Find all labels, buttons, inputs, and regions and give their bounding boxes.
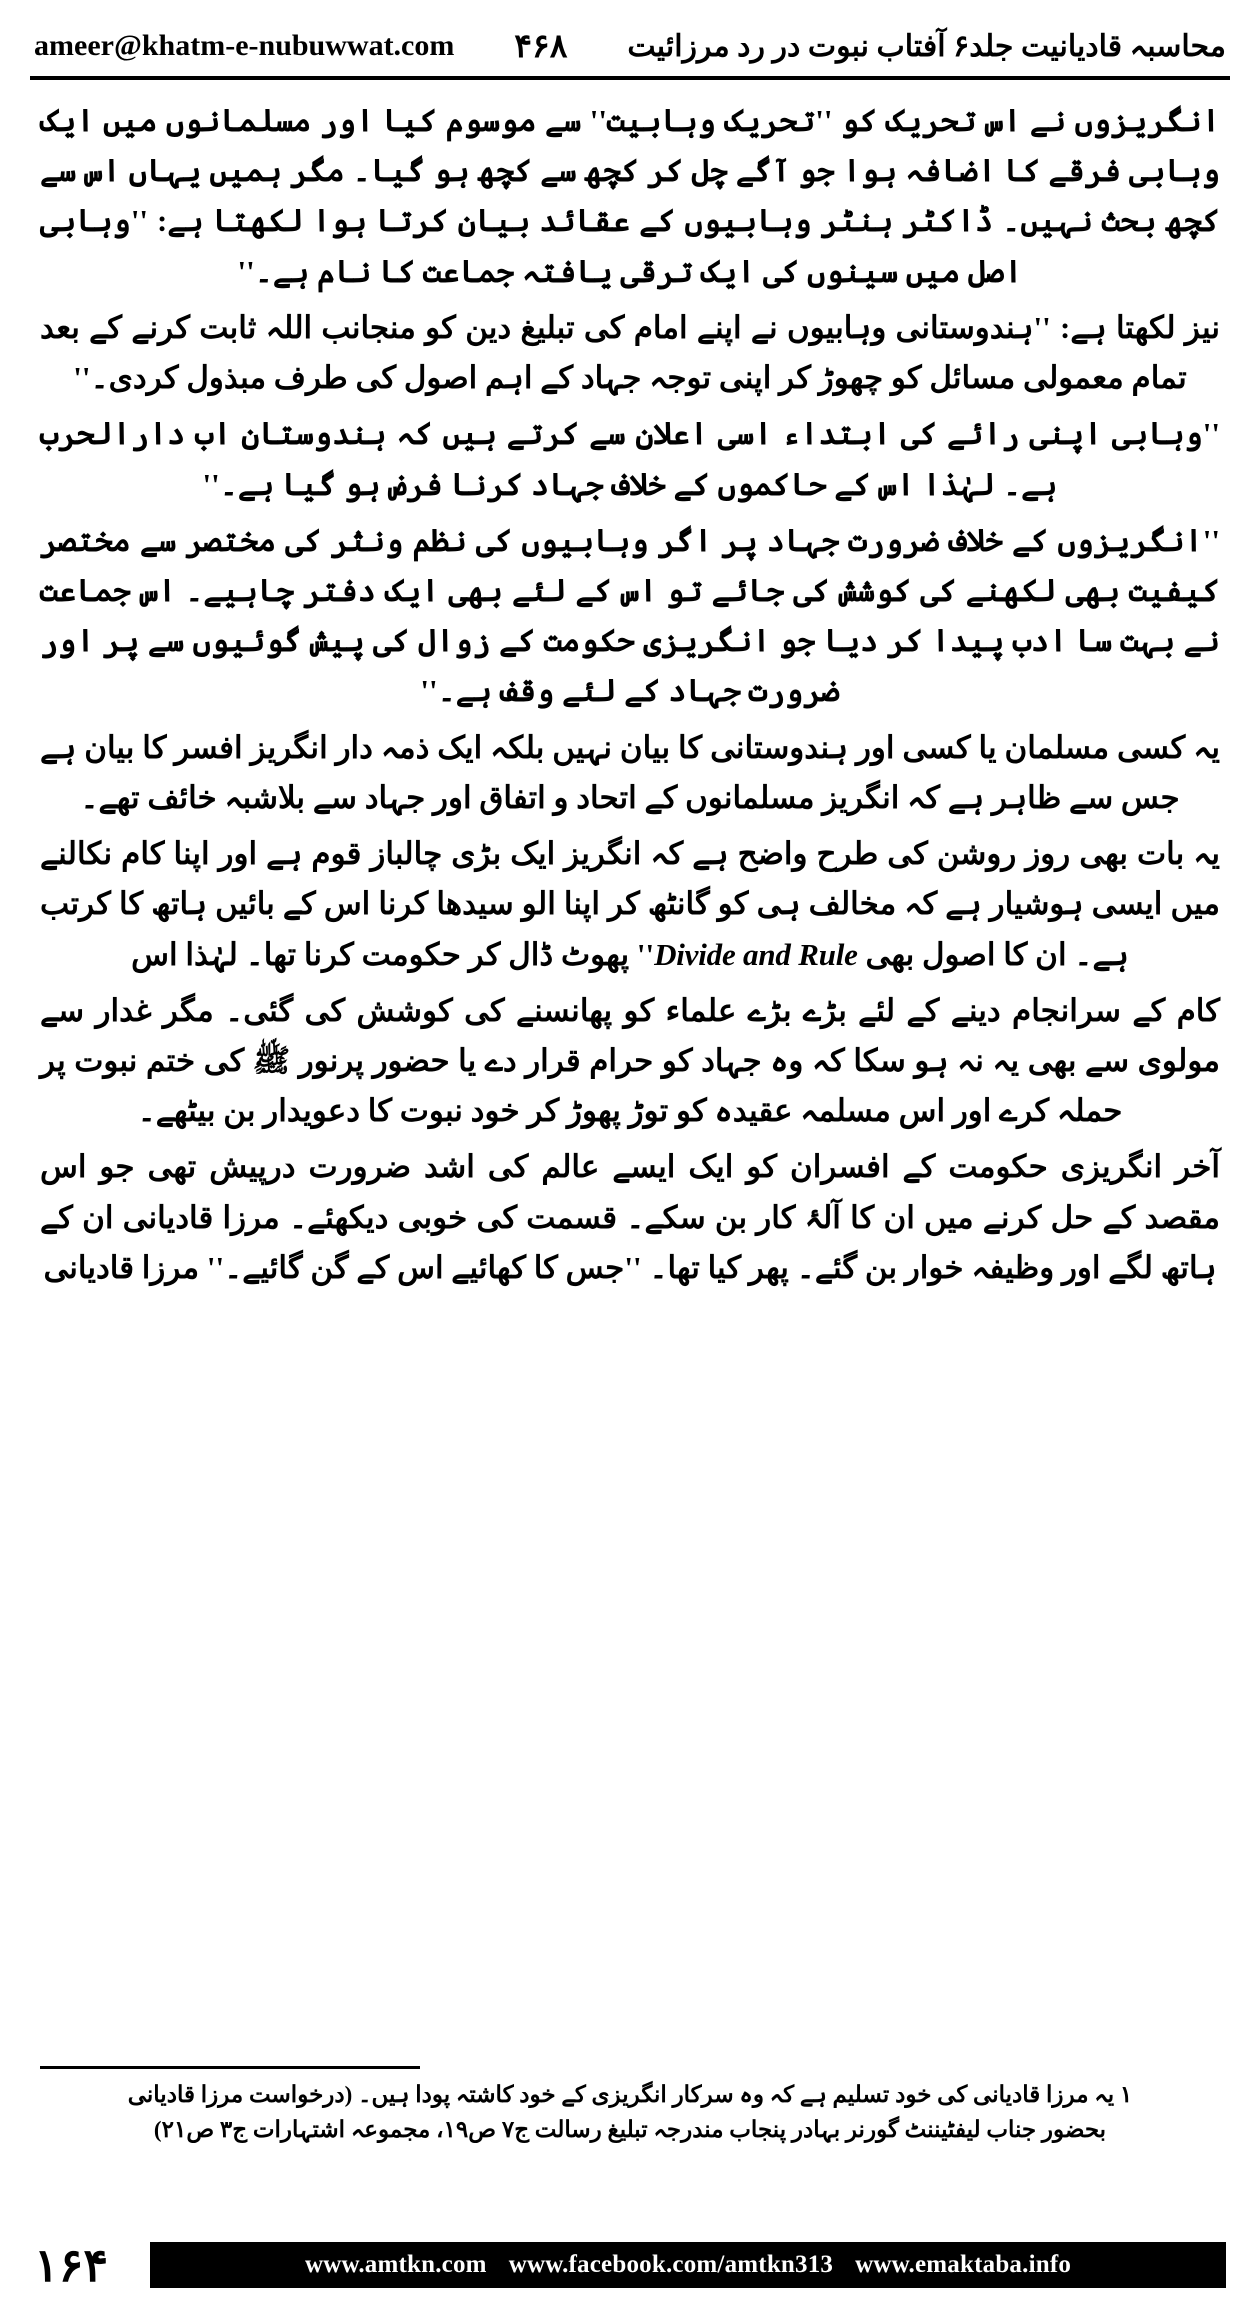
- body-paragraph: انگریزوں نے اس تحریک کو ''تحریک وہابیت'' سے موسوم کیا اور مسلمانوں میں ایک وہابی فرقے کا اضافہ ہوا جو آگے چل کر کچھ سے کچھ ہو گیا۔ مگر ہمیں یہاں اس سے کچھ بحث نہیں۔ ڈاکٹر ہنٹر وہابیوں کے عقائد بیان کرتا ہوا لکھتا ہے: ''وہابی اصل میں سینوں کی ایک ترقی یافتہ جماعت کا نام ہے۔'': [40, 103, 1220, 289]
- paragraph-text-after-english: '' پھوٹ ڈال کر حکومت کرنا تھا۔ لہٰذا اس: [131, 936, 655, 972]
- page-number: ۱۶۴: [34, 2240, 109, 2291]
- body-paragraph: یہ کسی مسلمان یا کسی اور ہندوستانی کا بیان نہیں بلکہ ایک ذمہ دار انگریز افسر کا بیان ہے جس سے ظاہر ہے کہ انگریز مسلمانوں کے اتحاد و اتفاق اور جہاد سے بلاشبہ خائف تھے۔: [40, 729, 1220, 815]
- footnote-text: یہ مرزا قادیانی کی خود تسلیم ہے کہ وہ سرکار انگریزی کے خود کاشتہ پودا ہیں۔ (درخواست مرزا قادیانی: [127, 2082, 1115, 2107]
- body-paragraph: نیز لکھتا ہے: ''ہندوستانی وہابیوں نے اپنے امام کی تبلیغ دین کو منجانب اللہ ثابت کرنے کے بعد تمام معمولی مسائل کو چھوڑ کر اپنی توجہ جہاد کے اہم اصول کی طرف مبذول کردی۔'': [40, 309, 1220, 396]
- header-book-title: محاسبہ قادیانیت جلد۶ آفتاب نبوت در رد مرزائیت: [627, 29, 1226, 63]
- footnote-divider: [40, 2066, 420, 2069]
- english-phrase-divide-and-rule: Divide and Rule: [654, 936, 858, 972]
- footer-link-emaktaba[interactable]: www.emaktaba.info: [855, 2251, 1072, 2278]
- body-paragraph-with-english-phrase: [40, 829, 1220, 980]
- page-body: [40, 96, 1220, 1299]
- paragraph-text-before-english: یہ بات بھی روز روشن کی طرح واضح ہے کہ انگریز ایک بڑی چالباز قوم ہے اور اپنا کام نکالنے میں ایسی ہوشیار ہے کہ مخالف ہی کو گانٹھ کر اپنا الو سیدھا کرنا اس کے بائیں ہاتھ کا کرتب ہے۔ ان کا اصول بھی: [40, 836, 1220, 972]
- footer-links-bar: [150, 2242, 1226, 2288]
- body-paragraph: ''انگریزوں کے خلاف ضرورت جہاد پر اگر وہابیوں کی نظم ونثر کی مختصر سے مختصر کیفیت بھی لکھنے کی کوشش کی جائے تو اس کے لئے بھی ایک دفتر چاہیے۔ اس جماعت نے بہت سا ادب پیدا کر دیا جو انگریزی حکومت کے زوال کی پیش گوئیوں سے پر اور ضرورت جہاد کے لئے وقف ہے۔'': [40, 522, 1220, 709]
- body-paragraph: کام کے سرانجام دینے کے لئے بڑے بڑے علماء کو پھانسنے کی کوشش کی گئی۔ مگر غدار سے مولوی سے بھی یہ نہ ہو سکا کہ وہ جہاد کو حرام قرار دے یا حضور پرنور ﷺ کی ختم نبوت پر حملہ کرے اور اس مسلمہ عقیدہ کو توڑ پھوڑ کر خود نبوت کا دعویدار بن بیٹھے۔: [40, 992, 1220, 1129]
- footnote-line-one: [40, 2078, 1220, 2113]
- page-header: [34, 18, 1226, 74]
- footer-link-facebook[interactable]: www.facebook.com/amtkn313: [508, 2251, 834, 2278]
- footer-link-amtkn[interactable]: www.amtkn.com: [304, 2251, 487, 2278]
- footnote-block: [40, 2078, 1220, 2147]
- header-divider: [30, 76, 1230, 80]
- body-paragraph: آخر انگریزی حکومت کے افسران کو ایک ایسے عالم کی اشد ضرورت درپیش تھی جو اس مقصد کے حل کرنے میں ان کا آلۂ کار بن سکے۔ قسمت کی خوبی دیکھئے۔ مرزا قادیانی ان کے ہاتھ لگے اور وظیفہ خوار بن گئے۔ پھر کیا تھا۔ ''جس کا کھائیے اس کے گن گائیے۔'' مرزا قادیانی: [40, 1149, 1220, 1285]
- header-page-ref-number: ۴۶۸: [514, 29, 568, 65]
- body-paragraph: ''وہابی اپنی رائے کی ابتداء اسی اعلان سے کرتے ہیں کہ ہندوستان اب دارالحرب ہے۔ لہٰذا اس کے حاکموں کے خلاف جہاد کرنا فرض ہو گیا ہے۔'': [40, 416, 1220, 502]
- footnote-marker: ۱: [1119, 2082, 1133, 2107]
- header-email: ameer@khatm-e-nubuwwat.com: [34, 29, 455, 62]
- footnote-line-two: بحضور جناب لیفٹیننٹ گورنر بہادر پنجاب مندرجہ تبلیغ رسالت ج۷ ص۱۹، مجموعہ اشتہارات ج۳ ص۲۱): [153, 2116, 1107, 2142]
